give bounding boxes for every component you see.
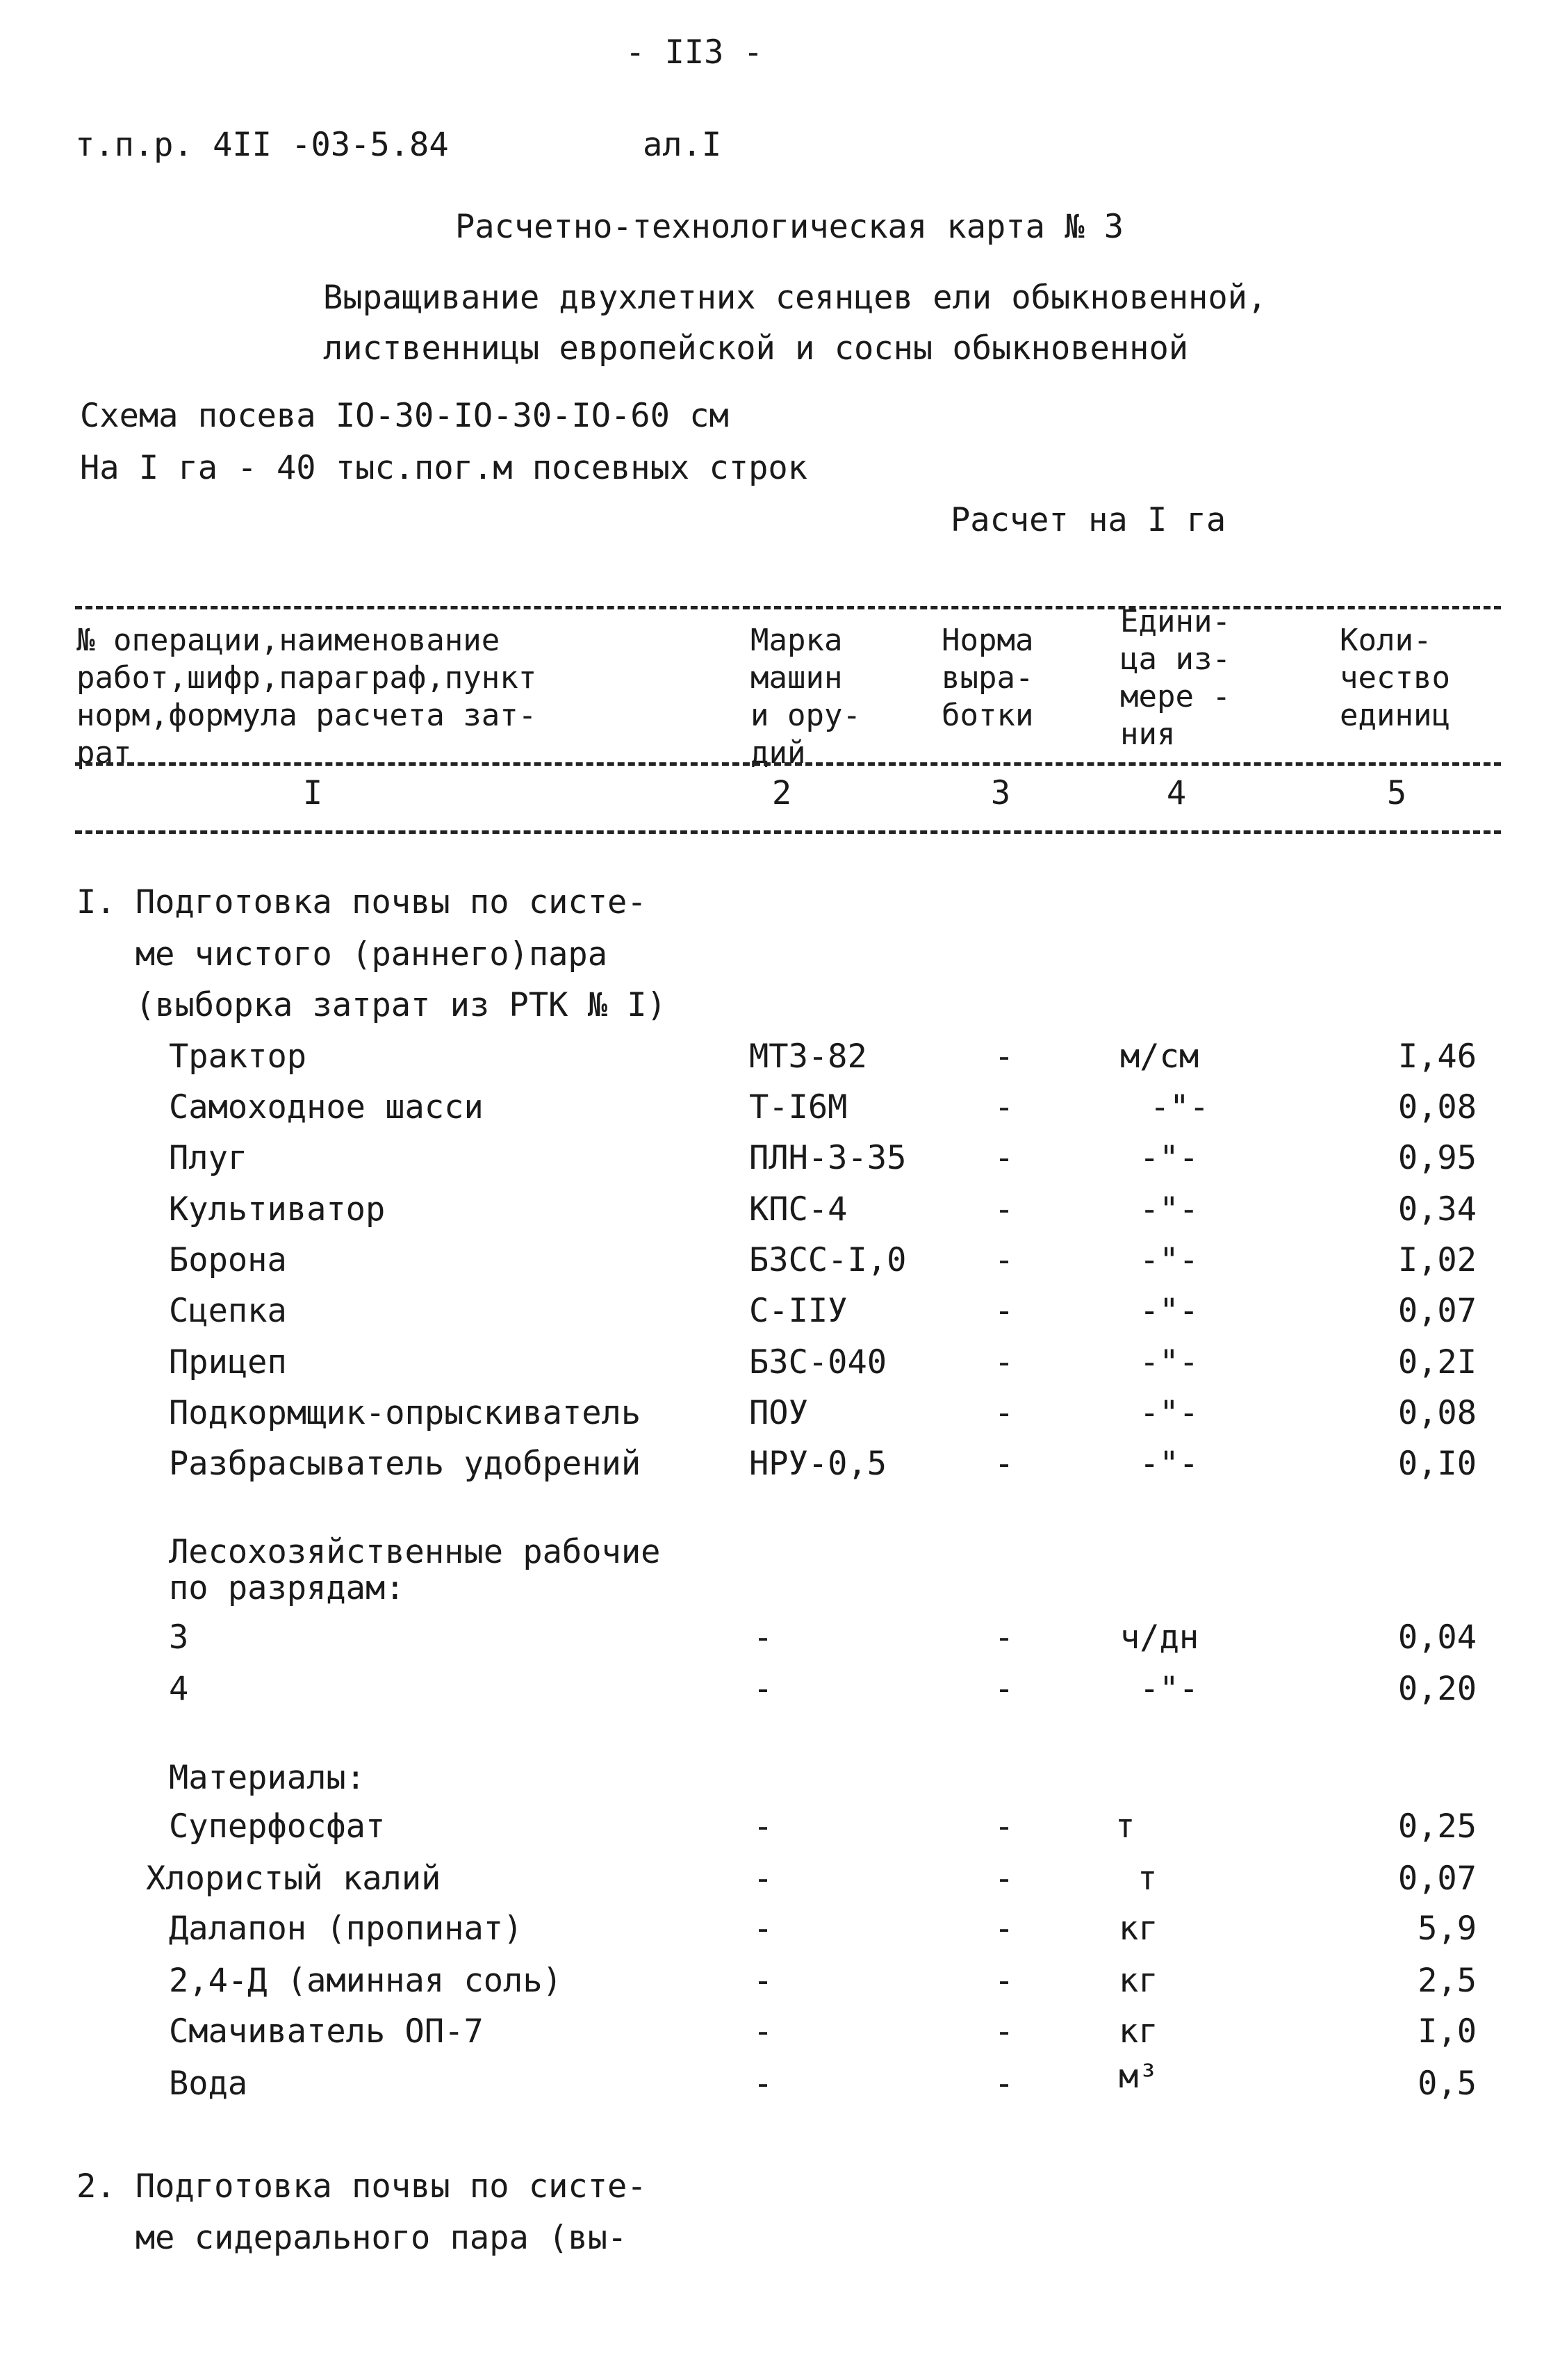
row-unit: -"- (1140, 1670, 1199, 1708)
row-unit: м³ (1119, 2058, 1158, 2096)
row-unit: -"- (1140, 1343, 1199, 1381)
row-quantity: 0,20 (1397, 1670, 1477, 1708)
table-top-rule (75, 606, 1501, 609)
card-subtitle-line-2: лиственницы европейской и сосны обыкновенной (323, 329, 1189, 368)
row-brand: - (753, 2012, 773, 2051)
row-quantity: 0,08 (1397, 1088, 1477, 1126)
row-quantity: 0,2I (1397, 1343, 1477, 1381)
row-name: Далапон (пропинат) (169, 1910, 523, 1948)
row-name: Прицеп (169, 1343, 287, 1381)
section-1-title-line-3: (выборка затрат из РТК № I) (76, 986, 666, 1024)
row-name: Смачиватель ОП-7 (169, 2012, 484, 2051)
row-brand: - (753, 1670, 773, 1708)
header-unit: Едини- ца из- мере - ния (1120, 604, 1231, 752)
column-number-2: 2 (771, 774, 792, 812)
row-quantity: I,0 (1418, 2012, 1477, 2051)
row-quantity: 0,08 (1397, 1394, 1477, 1432)
row-norm: - (994, 1088, 1015, 1126)
row-name: Самоходное шасси (169, 1088, 484, 1126)
row-brand: - (753, 2065, 773, 2103)
materials-title: Материалы: (169, 1759, 366, 1797)
row-unit: -"- (1150, 1088, 1209, 1126)
row-norm: - (994, 1807, 1015, 1846)
column-number-1: I (302, 774, 323, 812)
row-norm: - (994, 1618, 1015, 1657)
row-norm: - (994, 1139, 1015, 1177)
row-brand: ПЛН-3-35 (749, 1139, 907, 1177)
row-name: 3 (169, 1618, 189, 1657)
row-name: Суперфосфат (169, 1807, 386, 1846)
row-norm: - (994, 1292, 1015, 1330)
row-brand: - (753, 1807, 773, 1846)
row-norm: - (994, 2012, 1015, 2051)
row-brand: - (753, 1962, 773, 2000)
row-norm: - (994, 1910, 1015, 1948)
row-unit: -"- (1140, 1292, 1199, 1330)
row-unit: кг (1119, 1910, 1158, 1948)
row-norm: - (994, 1394, 1015, 1432)
row-unit: кг (1119, 1962, 1158, 2000)
row-brand: С-IIУ (749, 1292, 848, 1330)
section-2-title-line-2: ме сидерального пара (вы- (76, 2219, 627, 2257)
row-name: Плуг (169, 1139, 248, 1177)
card-title: Расчетно-технологическая карта № 3 (455, 208, 1124, 246)
header-quantity: Коли- чество единиц (1340, 623, 1450, 733)
row-norm: - (994, 2065, 1015, 2103)
header-output-norm: Норма выра- ботки (942, 623, 1034, 733)
row-quantity: 0,04 (1397, 1618, 1477, 1657)
row-brand: НРУ-0,5 (749, 1445, 887, 1483)
row-brand: - (753, 1910, 773, 1948)
row-quantity: 0,34 (1397, 1190, 1477, 1229)
row-name: Разбрасыватель удобрений (169, 1445, 641, 1483)
page-number: - II3 - (625, 33, 764, 72)
section-2-title-line-1: 2. Подготовка почвы по систе- (76, 2167, 647, 2206)
row-name: 4 (169, 1670, 189, 1708)
row-name: Культиватор (169, 1190, 386, 1229)
row-quantity: I,46 (1397, 1037, 1477, 1076)
calculation-basis: Расчет на I га (951, 501, 1226, 539)
row-norm: - (994, 1190, 1015, 1229)
sowing-scheme: Схема посева IO-30-IO-30-IO-60 см (80, 397, 729, 435)
row-name: Хлористый калий (146, 1860, 441, 1898)
column-numbers-rule (75, 830, 1501, 834)
section-1-title-line-2: ме чистого (раннего)пара (76, 935, 608, 974)
column-number-4: 4 (1166, 774, 1187, 812)
header-operation: № операции,наименование работ,шифр,параграф,пункт норм,формула расчета зат- рат (76, 623, 537, 771)
sheet-label: ал.I (643, 126, 722, 164)
row-norm: - (994, 1343, 1015, 1381)
row-unit: ч/дн (1120, 1618, 1199, 1657)
row-norm: - (994, 1241, 1015, 1279)
rows-per-hectare: На I га - 40 тыс.пог.м посевных строк (80, 449, 807, 487)
row-brand: БЗС-040 (749, 1343, 887, 1381)
header-machine-brand: Марка машин и ору- дий (750, 623, 861, 771)
row-quantity: I,02 (1397, 1241, 1477, 1279)
row-brand: БЗСС-I,0 (749, 1241, 907, 1279)
header-separator-rule (75, 762, 1501, 766)
row-unit: кг (1119, 2012, 1158, 2051)
row-name: Подкормщик-опрыскиватель (169, 1394, 641, 1432)
row-unit: -"- (1140, 1394, 1199, 1432)
row-brand: - (753, 1860, 773, 1898)
row-name: Трактор (169, 1037, 307, 1076)
card-subtitle-line-1: Выращивание двухлетних сеянцев ели обыкновенной, (323, 279, 1267, 317)
row-unit: т (1115, 1807, 1135, 1846)
workers-title-line-2: по разрядам: (169, 1569, 405, 1607)
row-name: Борона (169, 1241, 287, 1279)
row-unit: -"- (1140, 1241, 1199, 1279)
row-quantity: 0,25 (1397, 1807, 1477, 1846)
row-name: Вода (169, 2065, 248, 2103)
column-number-5: 5 (1386, 774, 1407, 812)
row-quantity: 5,9 (1418, 1910, 1477, 1948)
row-brand: - (753, 1618, 773, 1657)
section-1-title-line-1: I. Подготовка почвы по систе- (76, 883, 647, 921)
row-norm: - (994, 1962, 1015, 2000)
row-brand: ПОУ (749, 1394, 808, 1432)
row-quantity: 0,07 (1397, 1860, 1477, 1898)
row-norm: - (994, 1860, 1015, 1898)
row-norm: - (994, 1445, 1015, 1483)
row-brand: КПС-4 (749, 1190, 848, 1229)
row-norm: - (994, 1670, 1015, 1708)
row-unit: -"- (1140, 1190, 1199, 1229)
row-name: 2,4-Д (аминная соль) (169, 1962, 562, 2000)
row-unit: -"- (1140, 1445, 1199, 1483)
document-code: т.п.р. 4II -03-5.84 (75, 126, 449, 164)
row-quantity: 0,95 (1397, 1139, 1477, 1177)
row-brand: Т-I6М (749, 1088, 848, 1126)
row-brand: МТЗ-82 (749, 1037, 867, 1076)
row-unit: т (1138, 1860, 1158, 1898)
row-quantity: 0,5 (1418, 2065, 1477, 2103)
row-name: Сцепка (169, 1292, 287, 1330)
column-number-3: 3 (990, 774, 1011, 812)
row-unit: -"- (1140, 1139, 1199, 1177)
row-quantity: 0,07 (1397, 1292, 1477, 1330)
workers-title-line-1: Лесохозяйственные рабочие (169, 1533, 661, 1571)
row-quantity: 0,I0 (1397, 1445, 1477, 1483)
row-quantity: 2,5 (1418, 1962, 1477, 2000)
row-unit: м/см (1120, 1037, 1199, 1076)
row-norm: - (994, 1037, 1015, 1076)
